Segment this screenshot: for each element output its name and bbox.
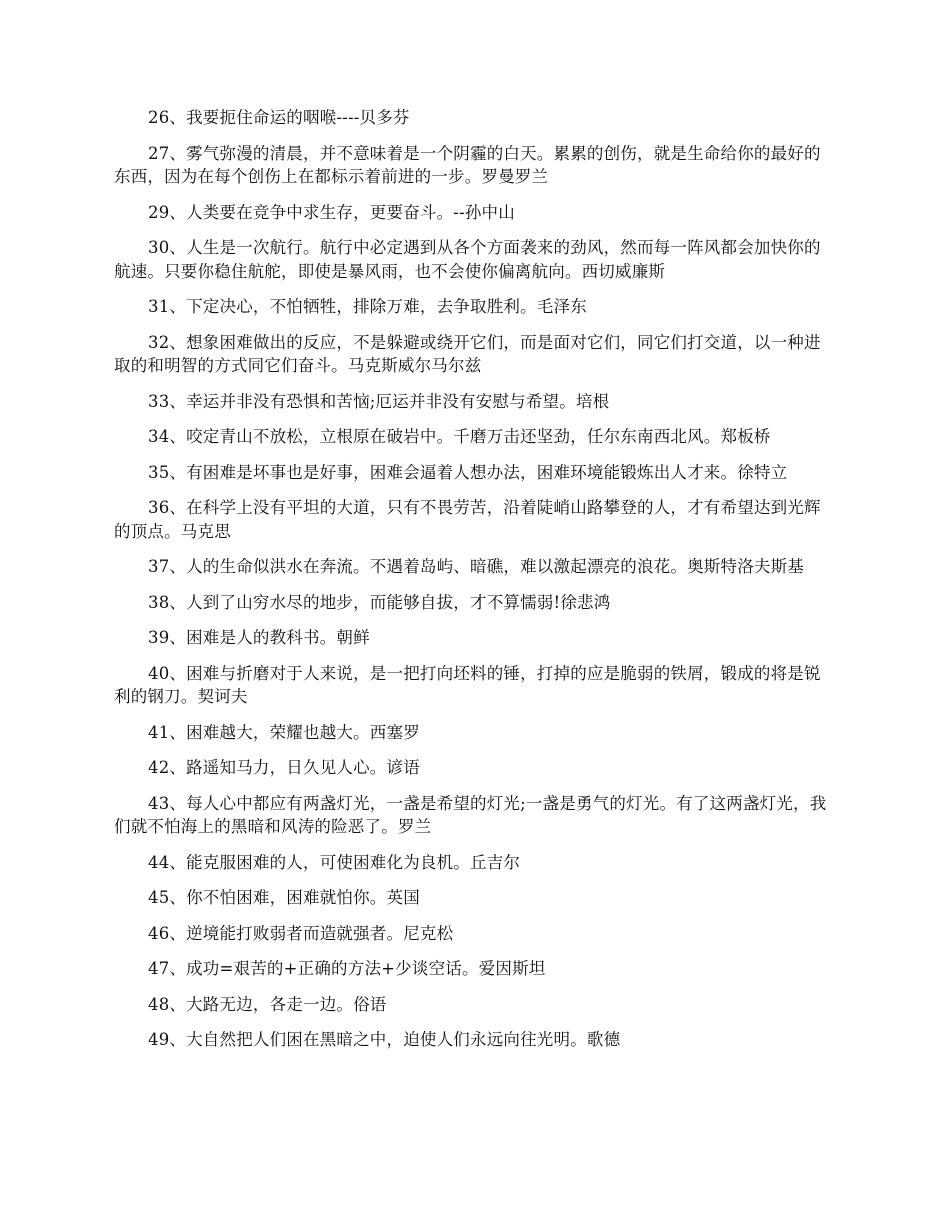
quote-paragraph: 38、人到了山穷水尽的地步，而能够自拔，才不算懦弱!徐悲鸿 [148,592,611,612]
quote-paragraph: 39、困难是人的教科书。朝鲜 [148,628,370,647]
quote-paragraph: 31、下定决心，不怕牺牲，排除万难，去争取胜利。毛泽东 [148,297,587,316]
quote-paragraph: 43、每人心中都应有两盏灯光，一盏是希望的灯光;一盏是勇气的灯光。有了这两盏灯光，我们就不怕海上的黑暗和风涛的险恶了。罗兰 [114,793,827,836]
quote-paragraph: 33、幸运并非没有恐惧和苦恼;厄运并非没有安慰与希望。培根 [148,391,610,411]
quote-paragraph: 44、能克服困难的人，可使困难化为良机。丘吉尔 [148,852,521,872]
quote-paragraph: 47、成功=艰苦的+正确的方法+少谈空话。爱因斯坦 [148,959,546,978]
quote-paragraph: 48、大路无边，各走一边。俗语 [148,994,387,1014]
quote-paragraph: 45、你不怕困难，困难就怕你。英国 [148,888,420,907]
quote-paragraph: 29、人类要在竞争中求生存，更要奋斗。--孙中山 [148,202,515,222]
quote-paragraph: 37、人的生命似洪水在奔流。不遇着岛屿、暗礁，难以激起漂亮的浪花。奥斯特洛夫斯基 [148,557,804,576]
quote-paragraph: 32、想象困难做出的反应，不是躲避或绕开它们，而是面对它们，同它们打交道，以一种进取的和明智的方式同它们奋斗。马克斯威尔马尔兹 [114,332,821,375]
quote-list [114,106,828,1064]
quote-paragraph: 34、咬定青山不放松，立根原在破岩中。千磨万击还坚劲，任尔东南西北风。郑板桥 [148,427,771,446]
quote-paragraph: 49、大自然把人们困在黑暗之中，迫使人们永远向往光明。歌德 [148,1030,621,1049]
quote-paragraph: 41、困难越大，荣耀也越大。西塞罗 [148,722,420,742]
quote-paragraph: 36、在科学上没有平坦的大道，只有不畏劳苦，沿着陡峭山路攀登的人，才有希望达到光辉的顶点。马克思 [114,498,821,541]
quote-paragraph: 42、路遥知马力，日久见人心。谚语 [148,758,420,777]
quote-paragraph: 30、人生是一次航行。航行中必定遇到从各个方面袭来的劲风，然而每一阵风都会加快你的航速。只要你稳住航舵，即使是暴风雨，也不会使你偏离航向。西切威廉斯 [114,238,821,281]
quote-paragraph: 46、逆境能打败弱者而造就强者。尼克松 [148,923,454,943]
quote-paragraph: 26、我要扼住命运的咽喉----贝多芬 [148,108,410,127]
quote-paragraph: 27、雾气弥漫的清晨，并不意味着是一个阴霾的白天。累累的创伤，就是生命给你的最好的东西，因为在每个创伤上在都标示着前进的一步。罗曼罗兰 [114,143,821,186]
quote-paragraph: 40、困难与折磨对于人来说，是一把打向坯料的锤，打掉的应是脆弱的铁屑，锻成的将是锐利的钢刀。契诃夫 [114,663,821,706]
quote-paragraph: 35、有困难是坏事也是好事，困难会逼着人想办法，困难环境能锻炼出人才来。徐特立 [148,462,788,482]
